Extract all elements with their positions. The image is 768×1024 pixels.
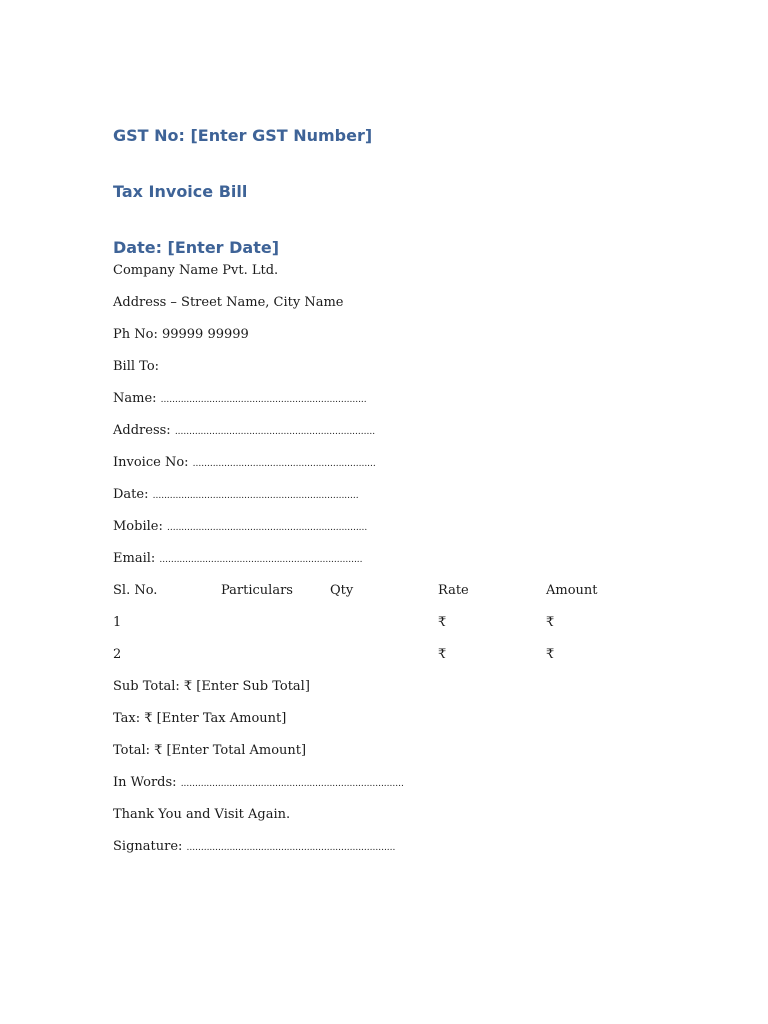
field-label: In Words: — [113, 775, 177, 790]
field-blank: ......................................................................... — [186, 843, 396, 853]
invoice-date-heading: Date: [Enter Date] — [113, 238, 280, 257]
field-label: Email: — [113, 551, 156, 566]
field-blank: ................................................................ — [192, 459, 376, 469]
field-label: Invoice No: — [113, 455, 189, 470]
gst-number-heading: GST No: [Enter GST Number] — [113, 126, 373, 145]
table-header-amount: Amount — [546, 583, 598, 598]
tax-line: Tax: ₹ [Enter Tax Amount] — [113, 711, 287, 726]
bill-to-invoice-no-field — [113, 455, 376, 472]
bill-to-email-field — [113, 551, 363, 568]
field-blank: ........................................................................ — [152, 491, 359, 501]
thank-you-note: Thank You and Visit Again. — [113, 807, 291, 822]
field-blank: ........................................................................ — [160, 395, 367, 405]
row-sl-no: 1 — [113, 615, 122, 630]
company-phone: Ph No: 99999 99999 — [113, 327, 249, 342]
field-label: Date: — [113, 487, 149, 502]
bill-to-date-field — [113, 487, 359, 504]
table-header-rate: Rate — [438, 583, 469, 598]
row-sl-no: 2 — [113, 647, 122, 662]
row-rate: ₹ — [438, 647, 447, 662]
bill-to-address-field — [113, 423, 375, 440]
bill-to-name-field — [113, 391, 367, 408]
company-address: Address – Street Name, City Name — [113, 295, 344, 310]
invoice-title: Tax Invoice Bill — [113, 182, 248, 201]
company-name: Company Name Pvt. Ltd. — [113, 263, 279, 278]
field-blank: ...................................................................... — [167, 523, 368, 533]
table-header-qty: Qty — [330, 583, 354, 598]
total-line: Total: ₹ [Enter Total Amount] — [113, 743, 307, 758]
field-blank: .............................................................................. — [180, 779, 404, 789]
row-rate: ₹ — [438, 615, 447, 630]
field-label: Name: — [113, 391, 157, 406]
field-blank: ...................................................................... — [174, 427, 376, 437]
field-label: Signature: — [113, 839, 183, 854]
table-header-sl-no: Sl. No. — [113, 583, 158, 598]
field-blank: ....................................................................... — [159, 555, 363, 565]
bill-to-label: Bill To: — [113, 359, 160, 374]
table-header-particulars: Particulars — [221, 583, 293, 598]
signature-field — [113, 839, 395, 856]
field-label: Mobile: — [113, 519, 163, 534]
bill-to-mobile-field — [113, 519, 367, 536]
row-amount: ₹ — [546, 615, 555, 630]
row-amount: ₹ — [546, 647, 555, 662]
field-label: Address: — [113, 423, 171, 438]
in-words-field — [113, 775, 404, 792]
sub-total-line: Sub Total: ₹ [Enter Sub Total] — [113, 679, 310, 694]
